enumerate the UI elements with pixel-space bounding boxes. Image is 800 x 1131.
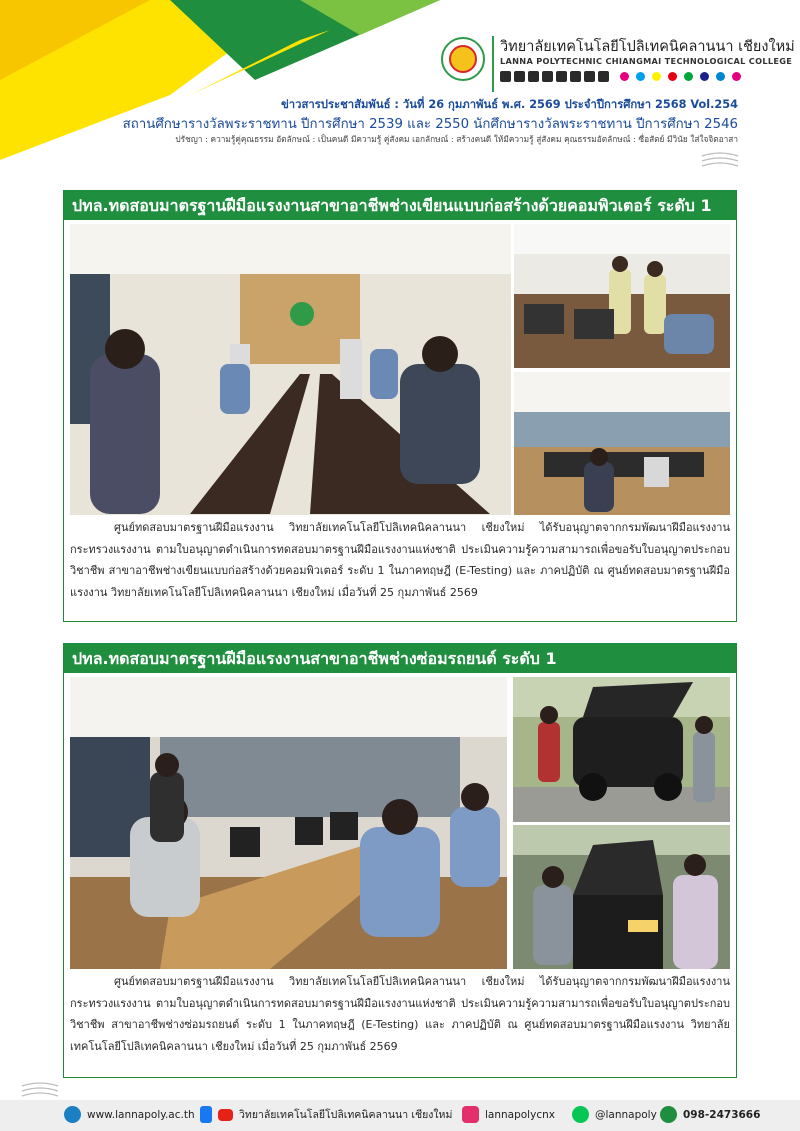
instructors-lab-photo [514,224,730,368]
news-section-drafting [63,190,737,622]
college-name-en: LANNA POLYTECHNIC CHIANGMAI TECHNOLOGICAL COLLEGE [500,56,793,66]
facebook-icon [500,71,511,82]
youtube-icon [218,1109,233,1121]
header-wave-decoration [700,150,740,170]
test-room-photo [514,372,730,515]
college-name-th: วิทยาลัยเทคโนโลยีโปลิเทคนิคลานนา เชียงใหม่ [500,39,795,55]
globe-icon [64,1106,81,1123]
website-text: www.lannapoly.ac.th [87,1108,195,1121]
header-divider [492,36,494,92]
social-icons [500,71,609,82]
car-inspection-photo [513,677,730,822]
color-dot [636,72,645,81]
footer-wave-decoration [20,1080,60,1100]
computer-lab-photo [70,224,511,515]
line-icon [572,1106,589,1123]
news-section-auto-repair [63,643,737,1078]
award-line: สถานศึกษารางวัลพระราชทาน ปีการศึกษา 2539 และ 2550 นักศึกษารางวัลพระราชทาน ปีการศึกษา 2546 [122,117,738,132]
section-title: ปทล.ทดสอบมาตรฐานฝีมือแรงงานสาขาอาชีพช่างซ่อมรถยนต์ ระดับ 1 [64,644,736,673]
footer-phone[interactable] [660,1106,760,1123]
instagram-icon [462,1106,479,1123]
color-dot [620,72,629,81]
footer-line[interactable] [572,1106,657,1123]
x-icon [584,71,595,82]
color-dot [668,72,677,81]
share-icon [598,71,609,82]
section-title: ปทล.ทดสอบมาตรฐานฝีมือแรงงานสาขาอาชีพช่างเขียนแบบก่อสร้างด้วยคอมพิวเตอร์ ระดับ 1 [64,191,736,220]
footer-website[interactable] [64,1106,195,1123]
color-dot [652,72,661,81]
youtube-icon [556,71,567,82]
color-dot [732,72,741,81]
instagram-text: lannapolycnx [485,1108,555,1121]
footer-instagram[interactable] [462,1106,555,1123]
color-dot [716,72,725,81]
line-icon [514,71,525,82]
college-logo [441,37,485,81]
e-testing-room-photo [70,677,507,969]
tiktok-icon [570,71,581,82]
section-body: ศูนย์ทดสอบมาตรฐานฝีมือแรงงาน วิทยาลัยเทคโนโลยีโปลิเทคนิคลานนา เชียงใหม่ ได้รับอนุญาตจากกรมพัฒนาฝีมือแรงงาน กระทรวงแรงงาน ตามใบอนุญาตดำเนินการทดสอบมาตรฐานฝีมือแรงงานแห่งชาติ ประเมินความรู้ความสามารถเพื่อขอรับใบอนุญาตประกอบวิชาชีพ สาขาอาชีพช่างเขียนแบบก่อสร้างด้วยคอมพิวเตอร์ ระดับ 1 ในภาคทฤษฎี (E-Testing) และ ภาคปฏิบัติ ณ ศูนย์ทดสอบมาตรฐานฝีมือแรงงาน วิทยาลัยเทคโนโลยีโปลิเทคนิคลานนา เชียงใหม่ เมื่อวันที่ 25 กุมภาพันธ์ 2569 [70,521,730,599]
news-line: ข่าวสารประชาสัมพันธ์ : วันที่ 26 กุมภาพันธ์ พ.ศ. 2569 ประจำปีการศึกษา 2568 Vol.254 [281,98,738,111]
color-dot [684,72,693,81]
line-text: @lannapoly [595,1108,657,1121]
facebook-text: วิทยาลัยเทคโนโลยีโปลิเทคนิคลานนา เชียงใหม่ [239,1109,453,1121]
facebook-icon [200,1106,212,1123]
section-body: ศูนย์ทดสอบมาตรฐานฝีมือแรงงาน วิทยาลัยเทคโนโลยีโปลิเทคนิคลานนา เชียงใหม่ ได้รับอนุญาตจากกรมพัฒนาฝีมือแรงงาน กระทรวงแรงงาน ตามใบอนุญาตดำเนินการทดสอบมาตรฐานฝีมือแรงงานแห่งชาติ ประเมินความรู้ความสามารถเพื่อขอรับใบอนุญาตประกอบวิชาชีพ สาขาอาชีพช่างซ่อมรถยนต์ ระดับ 1 ในภาคทฤษฎี (E-Testing) และ ภาคปฏิบัติ ณ ศูนย์ทดสอบมาตรฐานฝีมือแรงงาน วิทยาลัยเทคโนโลยีโปลิเทคนิคลานนา เชียงใหม่ เมื่อวันที่ 25 กุมภาพันธ์ 2569 [70,975,730,1053]
instagram-icon [542,71,553,82]
email-icon [528,71,539,82]
phone-text: 098-2473666 [683,1108,761,1121]
color-dot [700,72,709,81]
phone-icon [660,1106,677,1123]
footer-facebook[interactable] [200,1106,452,1123]
color-dots [620,72,741,81]
engine-check-photo [513,825,730,969]
philosophy-line: ปรัชญา : ความรู้คู่คุณธรรม อัตลักษณ์ : เป็นคนดี มีความรู้ คู่สังคม เอกลักษณ์ : สร้างคนดี ให้มีความรู้ สู่สังคม คุณธรรมอัตลักษณ์ : ซื่อสัตย์ มีวินัย ใส่ใจจิตอาสา [175,134,738,144]
